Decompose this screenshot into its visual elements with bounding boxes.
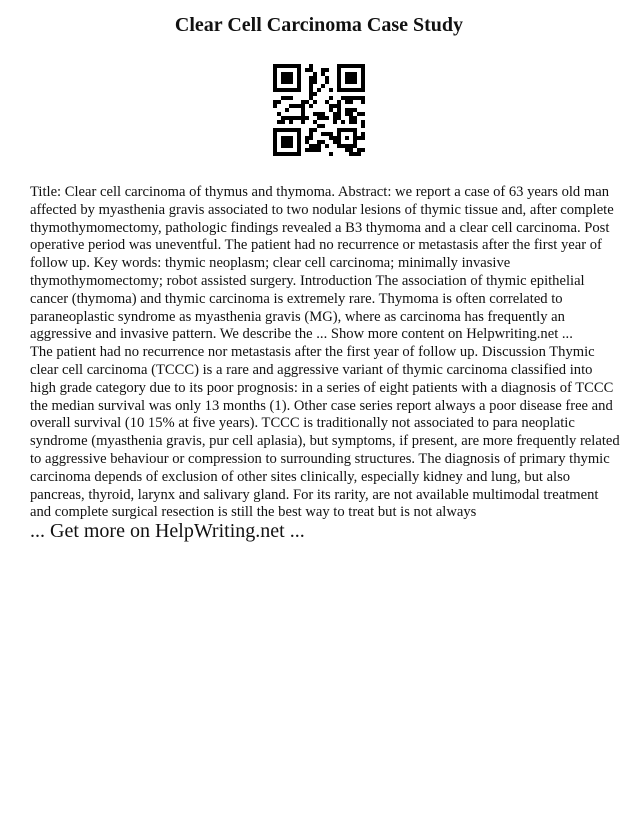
qr-code-icon[interactable] (273, 64, 365, 156)
qr-code-graphic (273, 64, 365, 156)
body-text (30, 184, 620, 522)
paragraph-discussion: The patient had no recurrence nor metastasis after the first year of follow up. Discussion Thymic clear cell carcinoma (TCCC) is a rare and aggressive variant of thymic carcinoma classified into high grade category due to its poor prognosis: in a series of eight patients with a diagnosis of TCCC the median survival was only 13 months (1). Other case series report always a poor disease free and overall survival (10 15% at five years). TCCC is traditionally not associated to para neoplatic syndrome (myasthenia gravis, pur cell aplasia), but symptoms, if present, are more frequently related to aggressive behaviour or compression to surrounding structures. The diagnosis of primary thymic carcinoma depends of exclusion of other sites clinically, especially kidney and lung, but also pancreas, thyroid, larynx and salivary gland. For its rarity, are not available multimodal treatment and complete surgical resection is still the best way to treat but is not always (30, 344, 620, 521)
paragraph-abstract: Title: Clear cell carcinoma of thymus and thymoma. Abstract: we report a case of 63 years old man affected by myasthenia gravis associated to two nodular lesions of thymic tissue and, after complete thymothymomectomy, pathologic findings revealed a B3 thymoma and a clear cell carcinoma. Post operative period was uneventful. The patient had no recurrence or metastasis after the first year of follow up. Key words: thymic neoplasm; clear cell carcinoma; minimally invasive thymothymomectomy; robot assisted surgery. Introduction The association of thymic epithelial cancer (thymoma) and thymic carcinoma is extremely rare. Thymoma is often correlated to paraneoplastic syndrome as myasthenia gravis (MG), where as carcinoma has frequently an aggressive and invasive pattern. We describe the ... Show more content on Helpwriting.net ... (30, 184, 614, 343)
page-title: Clear Cell Carcinoma Case Study (174, 14, 464, 36)
get-more-link[interactable]: ... Get more on HelpWriting.net ... (30, 520, 305, 542)
